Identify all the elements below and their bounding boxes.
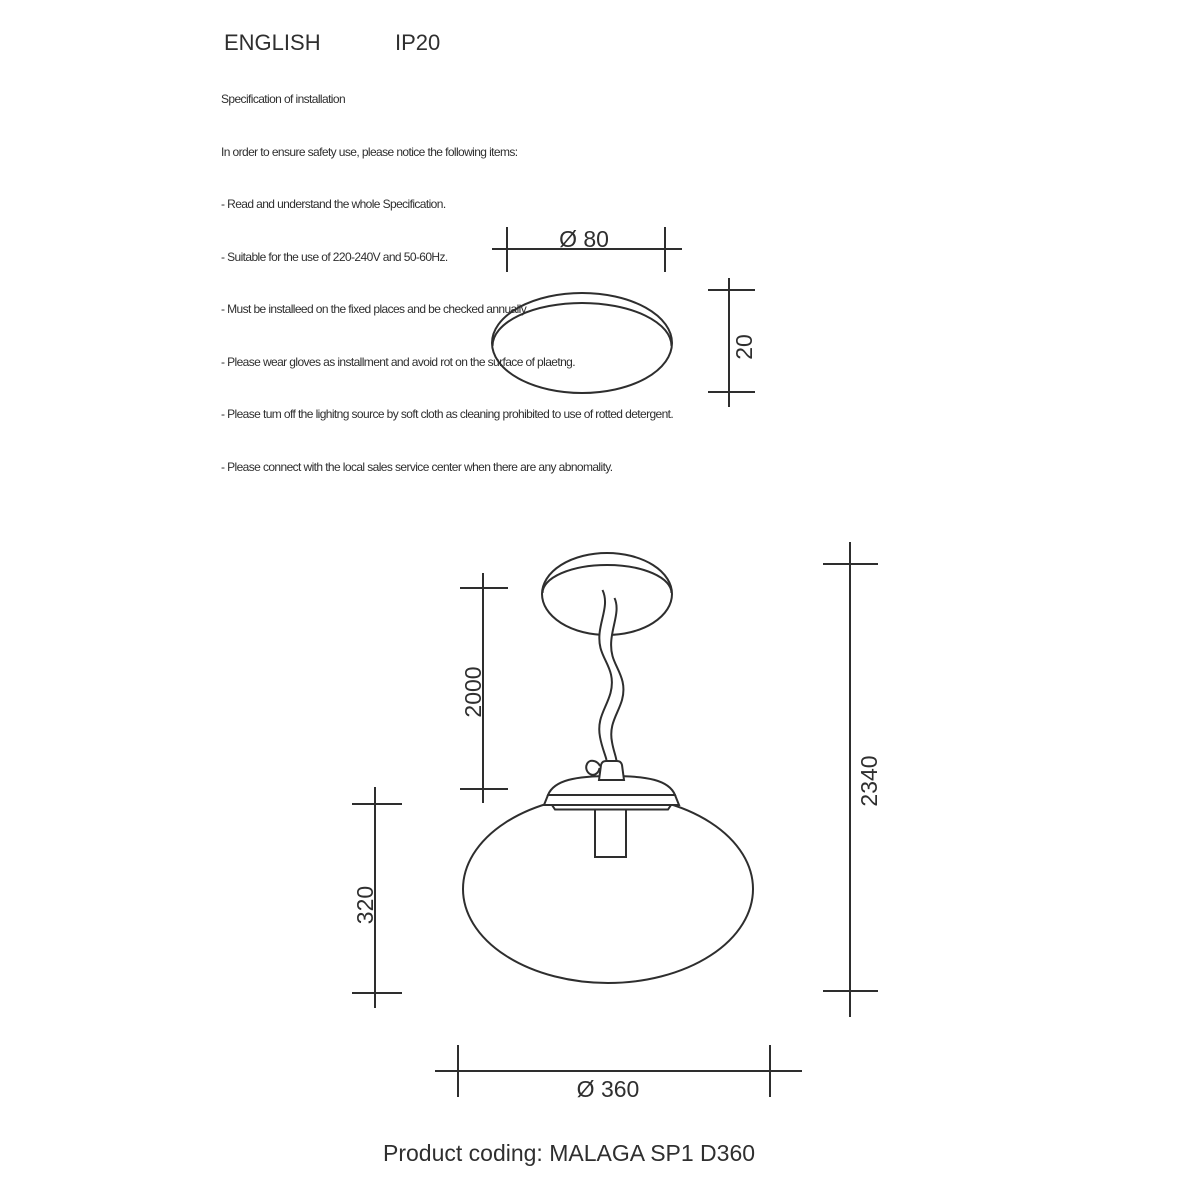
spec-item: - Must be installeed on the fixed places and be checked annually: [221, 302, 527, 316]
dim-label-canopy-diameter: Ø 80: [559, 226, 609, 252]
canopy-disc: [492, 293, 672, 393]
dim-shade-height: [352, 787, 402, 1008]
dim-label-total-height: 2340: [856, 755, 882, 807]
spec-intro: In order to ensure safety use, please notice the following items:: [221, 144, 518, 159]
dim-label-canopy-height: 20: [731, 334, 757, 360]
dim-canopy-diameter: [492, 226, 682, 272]
front-view: [352, 542, 882, 1102]
spec-title: Specification of installation: [221, 92, 346, 106]
spec-item: - Please wear gloves as installment and avoid rot on the surface of plaetng.: [221, 354, 575, 369]
dim-shade-diameter: [435, 1045, 802, 1102]
dim-total-height: [823, 542, 882, 1017]
spec-item: - Please tum off the lighitng source by soft cloth as cleaning prohibited to use of rotted detergent.: [221, 407, 674, 421]
wing-screw: [586, 761, 600, 775]
language-label: ENGLISH: [224, 30, 321, 55]
dim-label-cable-length: 2000: [460, 666, 486, 718]
ip-rating-label: IP20: [395, 30, 441, 55]
spec-item: - Read and understand the whole Specification.: [221, 197, 446, 211]
top-view: [492, 226, 757, 407]
dim-label-shade-diameter: Ø 360: [576, 1076, 640, 1102]
lamp-socket: [595, 806, 626, 857]
dim-label-shade-height: 320: [352, 885, 378, 925]
dim-canopy-height: [708, 278, 757, 407]
power-cable: [599, 590, 623, 761]
dim-cable-length: [460, 573, 508, 803]
shade-cap: [544, 776, 679, 810]
product-coding: Product coding: MALAGA SP1 D360: [383, 1140, 756, 1166]
spec-item: - Suitable for the use of 220-240V and 50-60Hz.: [221, 249, 448, 264]
spec-item: - Please connect with the local sales service center when there are any abnomality.: [221, 459, 613, 474]
